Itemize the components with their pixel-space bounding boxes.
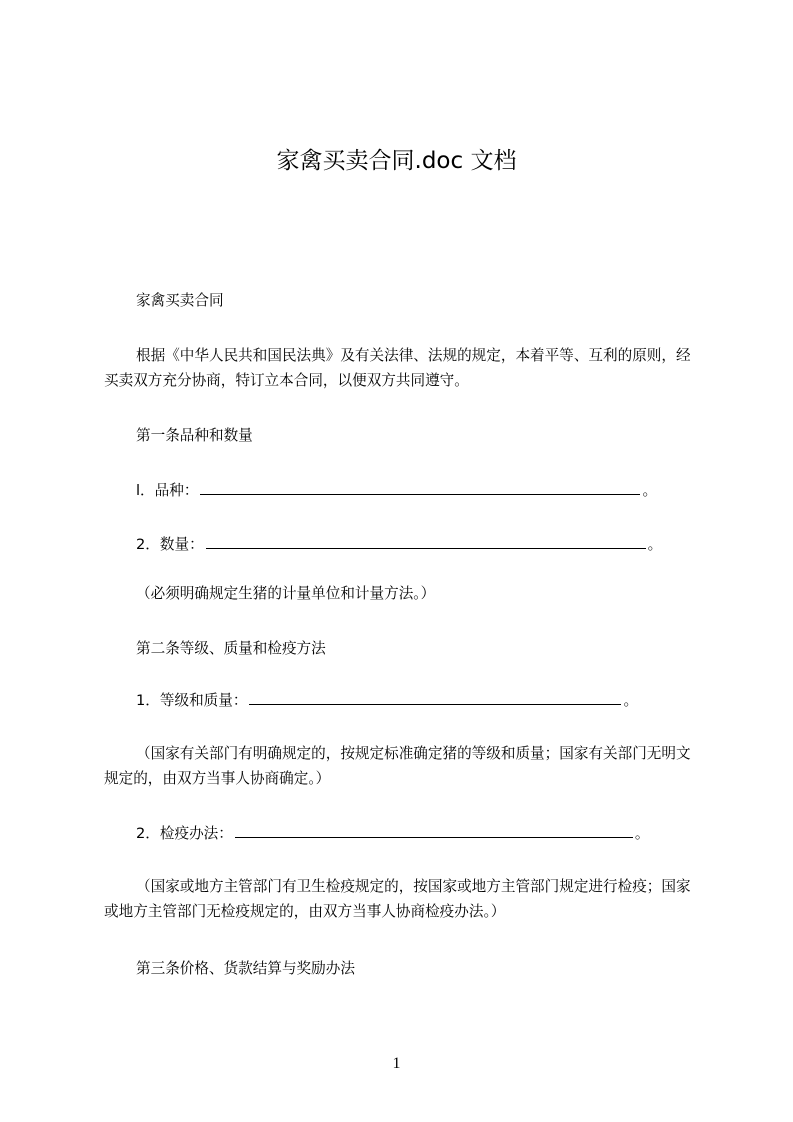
field-label: 1．等级和质量：: [136, 692, 248, 709]
field-grade-quality: [104, 688, 704, 713]
blank-line[interactable]: [235, 823, 633, 838]
contract-heading: 家禽买卖合同: [136, 292, 224, 309]
document-title: 家禽买卖合同.doc 文档: [276, 148, 517, 174]
intro-paragraph: 根据《中华人民共和国民法典》及有关法律、法规的规定，本着平等、互利的原则，经买卖双方充分协商，特订立本合同，以便双方共同遵守。: [104, 347, 691, 389]
end-mark: 。: [647, 536, 663, 553]
end-mark: 。: [623, 692, 639, 709]
field-label: 2．检疫办法：: [136, 825, 233, 842]
field-quantity: [104, 532, 704, 557]
blank-line[interactable]: [206, 534, 646, 549]
article-2-note-1: （国家有关部门有明确规定的，按规定标准确定猪的等级和质量；国家有关部门无明文规定的，由双方当事人协商确定。）: [104, 745, 691, 787]
page-number: 1: [392, 1055, 401, 1072]
field-quarantine: [104, 821, 704, 846]
field-label: l．品种：: [136, 482, 199, 499]
article-2-heading: 第二条等级、质量和检疫方法: [136, 640, 326, 657]
blank-line[interactable]: [200, 480, 640, 495]
article-2-note-2: （国家或地方主管部门有卫生检疫规定的，按国家或地方主管部门规定进行检疫；国家或地方主管部门无检疫规定的，由双方当事人协商检疫办法。）: [104, 878, 691, 920]
blank-line[interactable]: [249, 690, 621, 705]
article-3-heading: 第三条价格、货款结算与奖励办法: [136, 960, 355, 977]
field-label: 2．数量：: [136, 536, 204, 553]
field-variety: [104, 478, 704, 503]
article-1-heading: 第一条品种和数量: [136, 427, 253, 444]
end-mark: 。: [634, 825, 650, 842]
article-1-note: （必须明确规定生猪的计量单位和计量方法。）: [136, 585, 436, 602]
end-mark: 。: [642, 482, 658, 499]
